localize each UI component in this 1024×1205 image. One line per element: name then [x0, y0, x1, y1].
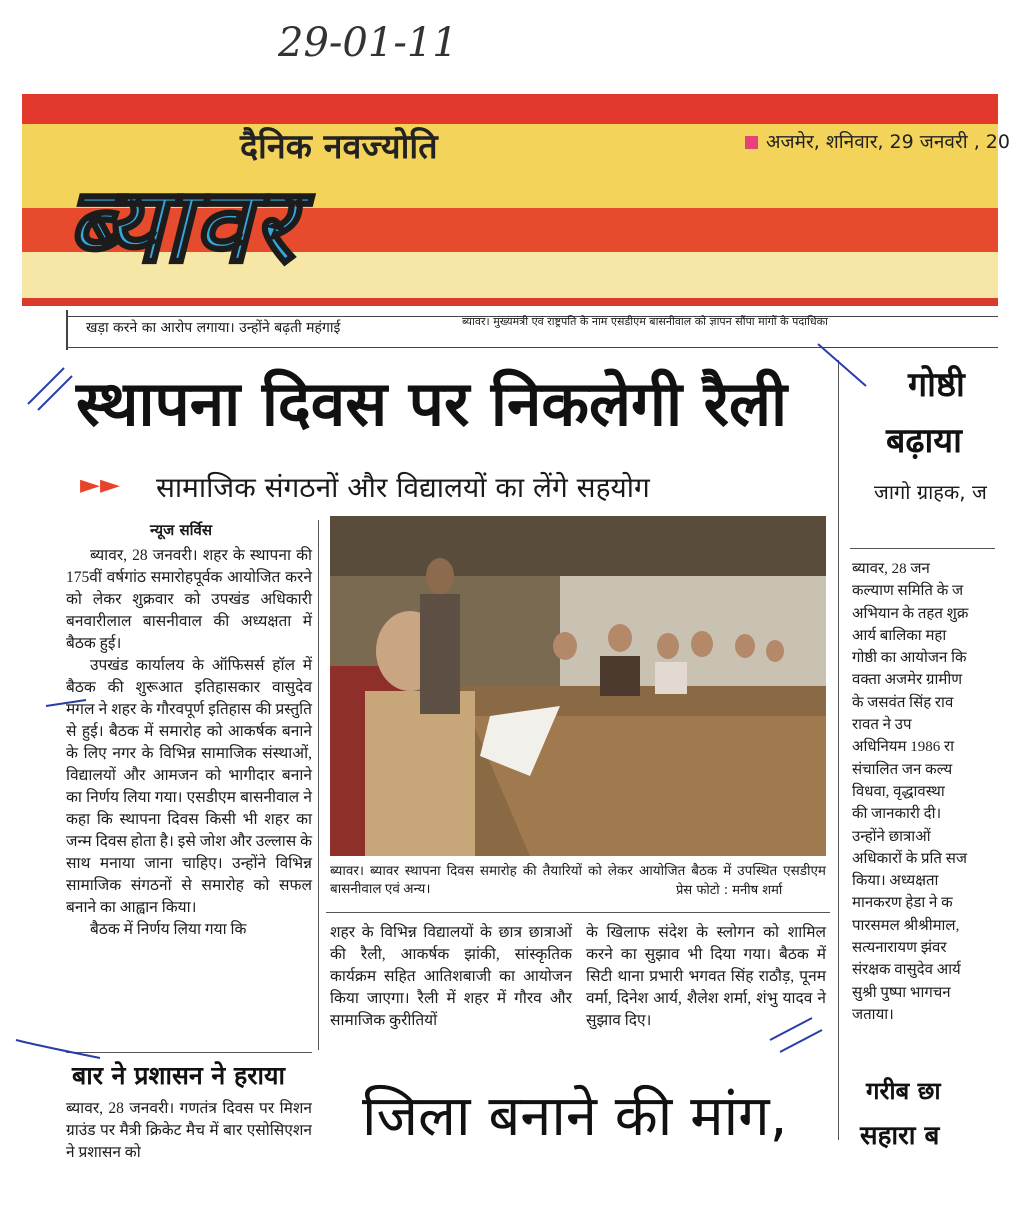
right-story-line: अभियान के तहत शुक्र	[852, 605, 969, 622]
right-story-line: की जानकारी दी।	[852, 806, 942, 823]
right-story-line: उन्होंने छात्राओं	[852, 828, 931, 845]
right-story-line: अधिकारों के प्रति सज	[852, 850, 968, 867]
story-column-2: शहर के विभिन्न विद्यालयों के छात्र छात्राओं की रैली, आकर्षक झांकी, सांस्कृतिक कार्यक्रम सहित आतिशबाजी का आयोजन किया जाएगा। रैली में शहर में गौरव और सामाजिक कुरीतियों	[330, 924, 572, 1029]
right-story-line: अधिनियम 1986 रा	[852, 739, 954, 756]
right-story-line: ब्यावर, 28 जन	[852, 561, 930, 577]
edition-masthead: ब्यावर	[66, 164, 297, 286]
right-story-line: रावत ने उप	[852, 717, 912, 734]
photo-caption: ब्यावर। ब्यावर स्थापना दिवस समारोह की तैयारियों को लेकर आयोजित बैठक में उपस्थित एसडीएम बासनीवाल एवं अन्य।	[330, 863, 826, 896]
right-headline-line-1: गोष्ठी	[908, 365, 965, 405]
second-story-text: ब्यावर, 28 जनवरी। गणतंत्र दिवस पर मिशन ग्राउंड पर मैत्री क्रिकेट मैच में बार एसोसिएशन ने प्रशासन को	[66, 1100, 312, 1158]
bottom-headline: जिला बनाने की मांग,	[362, 1084, 788, 1149]
right-headline-line-2: बढ़ाया	[886, 421, 962, 461]
handwritten-date-text: 29-01-11	[278, 20, 458, 66]
right-byline: जागो ग्राहक, ज	[874, 480, 987, 504]
story-paragraph: ब्यावर, 28 जनवरी। शहर के स्थापना की 175वीं वर्षगांठ समारोहपूर्वक आयोजित करने को लेकर शुक्रवार को उपखंड अधिकारी बनवारीलाल बासनीवाल की अध्यक्षता में बैठक हुई।	[66, 547, 312, 652]
byline: न्यूज सर्विस	[150, 521, 212, 539]
dateline-text: अजमेर, शनिवार, 29 जनवरी , 20	[766, 131, 1010, 153]
right-story-line: सत्यनारायण झंवर	[852, 940, 947, 957]
right-bottom-headline-1: गरीब छा	[866, 1077, 941, 1105]
subheadline: सामाजिक संगठनों और विद्यालयों का लेंगे सहयोग	[156, 471, 650, 504]
story-column-3: के खिलाफ संदेश के स्लोगन को शामिल करने का सुझाव भी दिया गया। बैठक में सिटी थाना प्रभारी भगवत सिंह राठौड़, पूनम वर्मा, दिनेश आर्य, शैलेश शर्मा, शंभु यादव ने सुझाव दिए।	[586, 924, 826, 1029]
main-headline: स्थापना दिवस पर निकलेगी रैली	[76, 367, 788, 440]
right-story-line: वक्ता अजमेर ग्रामीण	[852, 672, 963, 689]
story-paragraph: उपखंड कार्यालय के ऑफिसर्स हॉल में बैठक की शुरूआत इतिहासकार वासुदेव मंगल ने शहर के गौरवपूर्ण इतिहास की प्रस्तुति से हुई। बैठक में समारोह को आकर्षक बनाने के लिए नगर के विभिन्न सामाजिक संस्थाओं, विद्यालयों और आमजन को भागीदार बनाने का निर्णय लिया गया। एसडीएम बासनीवाल ने कहा कि स्थापना दिवस किसी भी शहर का जन्म दिवस होता है। इसे जोश और उल्लास के साथ मनाया जाना चाहिए। उन्होंने विभिन्न सामाजिक संगठनों से समारोह को सफल बनाने का आह्वान किया।	[66, 657, 312, 916]
ticker-left-text: खड़ा करने का आरोप लगाया। उन्होंने बढ़ती महंगाई	[86, 320, 341, 336]
right-story-line: संरक्षक वासुदेव आर्य	[852, 962, 961, 979]
right-story-line: किया। अध्यक्षता	[852, 873, 939, 890]
right-story-line: विधवा, वृद्धावस्था	[852, 783, 945, 800]
right-story-line: जताया।	[852, 1006, 894, 1023]
photo-credit: प्रेस फोटो : मनीष शर्मा	[676, 883, 783, 898]
right-story-line: कल्याण समिति के ज	[852, 583, 964, 600]
right-story-line: पारसमल श्रीश्रीमाल,	[852, 917, 960, 934]
newspaper-name: दैनिक नवज्योति	[240, 127, 438, 167]
right-story-line: सुश्री पुष्पा भागचन	[852, 984, 951, 1001]
right-story-line: के जसवंत सिंह राव	[852, 694, 954, 711]
right-story-line: संचालित जन कल्य	[852, 761, 953, 778]
ticker-right-text: ब्यावर। मुख्यमंत्री एवं राष्ट्रपति के नाम एसडीएम बासनीवाल को ज्ञापन सौंपा मांगों के पदाधिका	[462, 315, 828, 328]
story-paragraph: बैठक में निर्णय लिया गया कि	[90, 921, 247, 938]
second-headline: बार ने प्रशासन ने हराया	[72, 1061, 285, 1090]
double-arrow-icon: ►►	[80, 470, 120, 500]
right-story-line: आर्य बालिका महा	[852, 627, 947, 644]
right-story-line: मानकरण हेडा ने क	[852, 895, 953, 912]
right-bottom-headline-2: सहारा ब	[860, 1121, 940, 1151]
right-story-line: गोष्ठी का आयोजन कि	[852, 650, 967, 667]
